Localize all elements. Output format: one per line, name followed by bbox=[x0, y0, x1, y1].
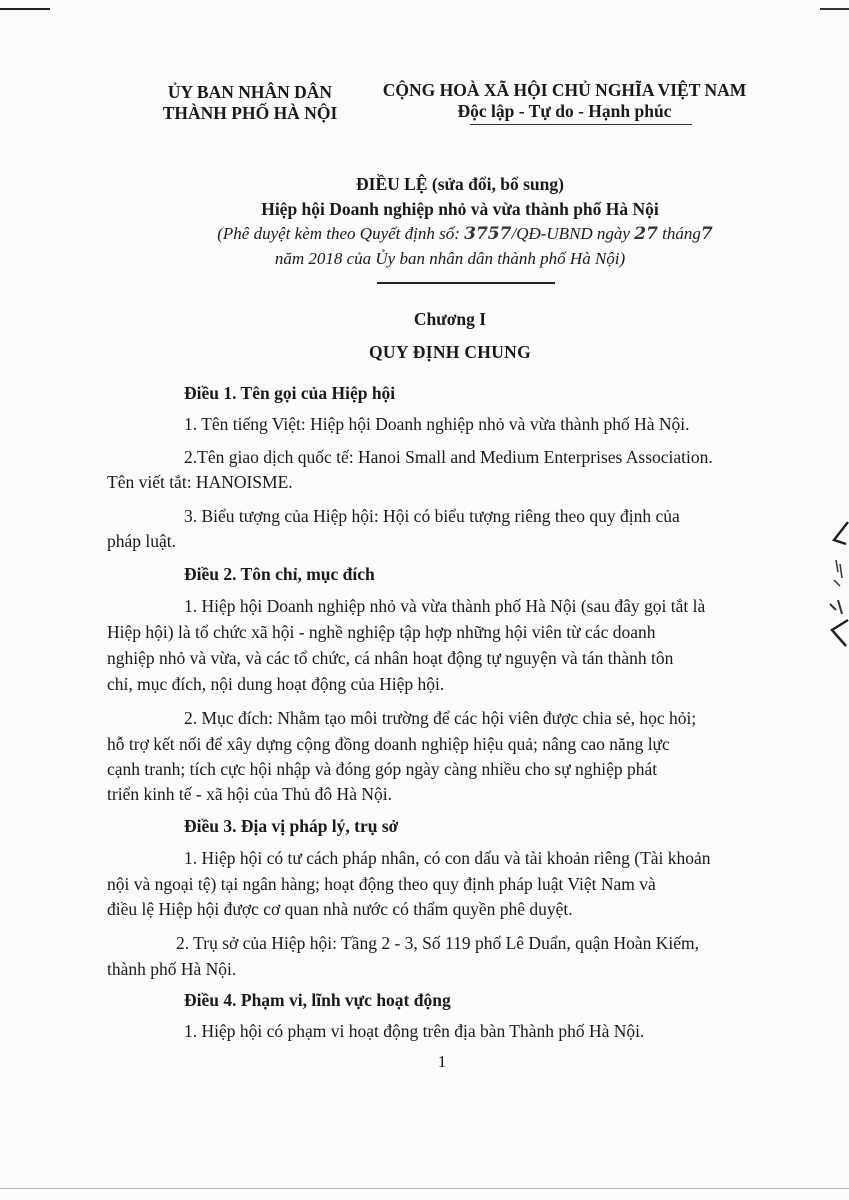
article-1-clause-3-line-1: 3. Biểu tượng của Hiệp hội: Hội có biểu tượng riêng theo quy định của bbox=[184, 506, 680, 526]
article-2-clause-2-line-2: hỗ trợ kết nối để xây dựng cộng đồng doanh nghiệp hiệu quả; nâng cao năng lực bbox=[107, 734, 670, 754]
article-2-clause-2-line-3: cạnh tranh; tích cực hội nhập và đóng góp ngày càng nhiều cho sự nghiệp phát bbox=[107, 759, 658, 779]
approval-note-line-1 bbox=[170, 224, 760, 244]
approval-note-line-2: năm 2018 của Ủy ban nhân dân thành phố Hà Nội) bbox=[274, 249, 626, 268]
article-2-clause-1-line-1: 1. Hiệp hội Doanh nghiệp nhỏ và vừa thành phố Hà Nội (sau đây gọi tắt là bbox=[184, 596, 706, 616]
scan-edge-bottom bbox=[0, 1188, 849, 1189]
article-1-clause-3-line-2: pháp luật. bbox=[107, 531, 177, 551]
issuer-line-1: ỦY BAN NHÂN DÂN bbox=[167, 82, 333, 102]
article-1-clause-2-line-1: 2.Tên giao dịch quốc tế: Hanoi Small and Medium Enterprises Association. bbox=[184, 447, 713, 467]
page-number: 1 bbox=[437, 1052, 447, 1071]
article-1-clause-2-line-2: Tên viết tắt: HANOISME. bbox=[107, 472, 293, 492]
article-3-clause-1-line-3: điều lệ Hiệp hội được cơ quan nhà nước có thẩm quyền phê duyệt. bbox=[107, 899, 573, 919]
nation-name: CỘNG HOÀ XÃ HỘI CHỦ NGHĨA VIỆT NAM bbox=[382, 80, 747, 100]
article-3-clause-2-line-1: 2. Trụ sở của Hiệp hội: Tầng 2 - 3, Số 119 phố Lê Duẩn, quận Hoàn Kiếm, bbox=[176, 933, 700, 953]
article-2-clause-2-line-4: triển kinh tế - xã hội của Thủ đô Hà Nội. bbox=[107, 784, 392, 804]
article-2-clause-1-line-3: nghiệp nhỏ và vừa, và các tổ chức, cá nhân hoạt động tự nguyện và tán thành tôn bbox=[107, 648, 674, 668]
article-3-clause-1-line-2: nội và ngoại tệ) tại ngân hàng; hoạt động theo quy định pháp luật Việt Nam và bbox=[107, 874, 656, 894]
article-3-clause-2-line-2: thành phố Hà Nội. bbox=[107, 959, 237, 979]
motto-underline bbox=[470, 124, 692, 125]
document-title: ĐIỀU LỆ (sửa đổi, bổ sung) bbox=[356, 174, 564, 194]
article-3-heading: Điều 3. Địa vị pháp lý, trụ sở bbox=[184, 816, 399, 836]
nation-motto: Độc lập - Tự do - Hạnh phúc bbox=[457, 101, 672, 121]
scan-mark-top-left bbox=[0, 8, 50, 10]
article-4-heading: Điều 4. Phạm vi, lĩnh vực hoạt động bbox=[184, 990, 451, 1010]
issuer-block bbox=[145, 82, 355, 124]
approval-note-month-label: tháng bbox=[662, 224, 701, 243]
approval-note-prefix: (Phê duyệt kèm theo Quyết định số: bbox=[217, 224, 460, 243]
document-subject: Hiệp hội Doanh nghiệp nhỏ và vừa thành phố Hà Nội bbox=[261, 199, 659, 219]
article-1-clause-1: 1. Tên tiếng Việt: Hiệp hội Doanh nghiệp nhỏ và vừa thành phố Hà Nội. bbox=[184, 414, 690, 434]
article-2-clause-2-line-1: 2. Mục đích: Nhằm tạo môi trường để các hội viên được chia sẻ, học hỏi; bbox=[184, 708, 697, 728]
article-1-heading: Điều 1. Tên gọi của Hiệp hội bbox=[184, 383, 396, 403]
article-2-heading: Điều 2. Tôn chỉ, mục đích bbox=[184, 564, 375, 584]
decision-day-handwritten: 27 bbox=[634, 224, 658, 244]
decision-month-handwritten: 7 bbox=[700, 224, 713, 244]
scan-mark-top-right bbox=[820, 8, 849, 10]
chapter-name: QUY ĐỊNH CHUNG bbox=[368, 342, 532, 362]
article-2-clause-1-line-4: chỉ, mục đích, nội dung hoạt động của Hiệp hội. bbox=[107, 674, 445, 694]
decision-number-handwritten: 3757 bbox=[464, 224, 512, 244]
approval-note-decision: /QĐ-UBND ngày bbox=[511, 224, 630, 243]
article-4-clause-1: 1. Hiệp hội có phạm vi hoạt động trên địa bàn Thành phố Hà Nội. bbox=[184, 1021, 645, 1041]
binding-mark-graphic bbox=[822, 520, 849, 650]
article-3-clause-1-line-1: 1. Hiệp hội có tư cách pháp nhân, có con dấu và tài khoản riêng (Tài khoản bbox=[184, 848, 711, 868]
issuer-line-2: THÀNH PHỐ HÀ NỘI bbox=[162, 103, 338, 123]
title-divider bbox=[377, 282, 555, 284]
national-heading bbox=[372, 80, 757, 122]
chapter-label: Chương I bbox=[413, 309, 487, 329]
article-2-clause-1-line-2: Hiệp hội) là tổ chức xã hội - nghề nghiệp tập hợp những hội viên từ các doanh bbox=[107, 622, 656, 642]
